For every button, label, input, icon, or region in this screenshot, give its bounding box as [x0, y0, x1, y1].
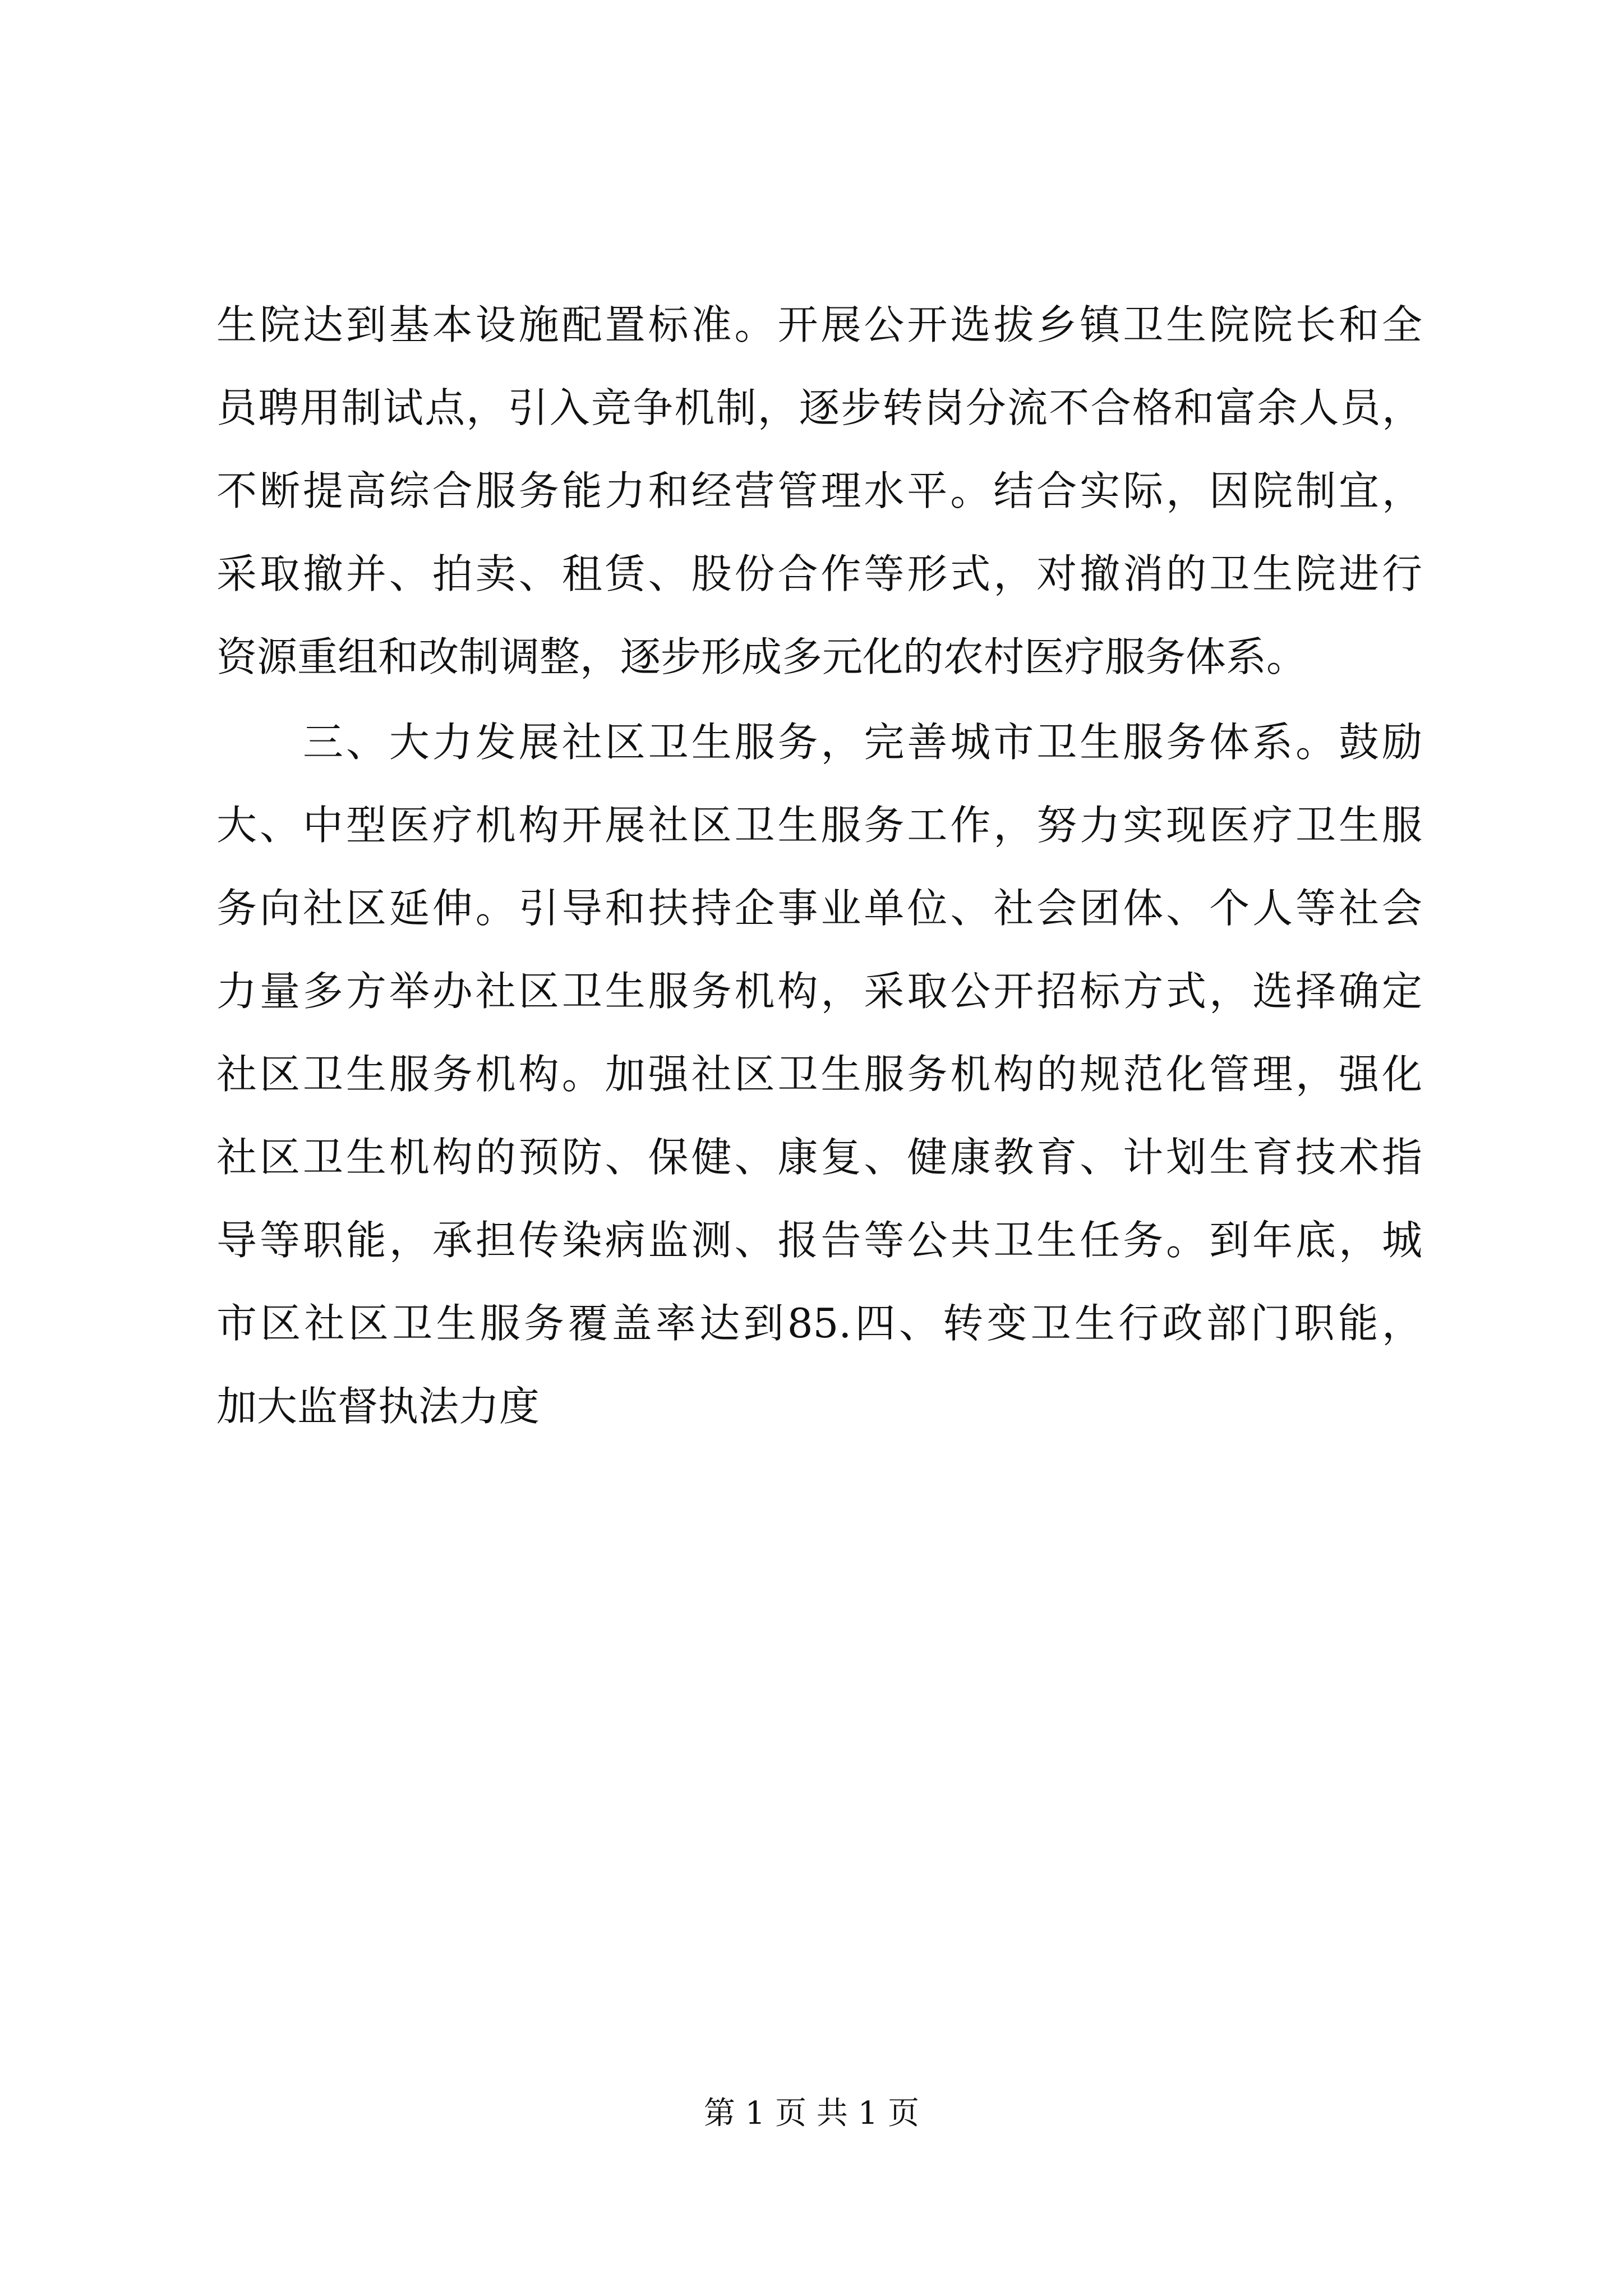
- text-line: 社区卫生服务机构。加强社区卫生服务机构的规范化管理，强化: [216, 1051, 1422, 1098]
- paragraph-2: [216, 701, 1422, 1448]
- text-line: 采取撤并、拍卖、租赁、股份合作等形式，对撤消的卫生院进行: [216, 550, 1422, 597]
- text-line: 三、大力发展社区卫生服务，完善城市卫生服务体系。鼓励: [303, 719, 1422, 766]
- text-line: 资源重组和改制调整，逐步形成多元化的农村医疗服务体系。: [216, 633, 1307, 680]
- text-line: 不断提高综合服务能力和经营管理水平。结合实际，因院制宜，: [216, 467, 1422, 514]
- document-body: [216, 283, 1422, 1448]
- text-line: 社区卫生机构的预防、保健、康复、健康教育、计划生育技术指: [216, 1134, 1422, 1181]
- text-line: 力量多方举办社区卫生服务机构，采取公开招标方式，选择确定: [216, 968, 1422, 1015]
- text-line: 务向社区延伸。引导和扶持企事业单位、社会团体、个人等社会: [216, 885, 1422, 932]
- text-line: 生院达到基本设施配置标准。开展公开选拔乡镇卫生院院长和全: [216, 301, 1422, 348]
- text-line: 导等职能，承担传染病监测、报告等公共卫生任务。到年底，城: [216, 1217, 1422, 1264]
- text-line: 市区社区卫生服务覆盖率达到85.四、转变卫生行政部门职能，: [216, 1300, 1422, 1347]
- text-line: 加大监督执法力度: [216, 1383, 540, 1430]
- paragraph-1: [216, 283, 1422, 698]
- page-footer: [0, 2091, 1623, 2136]
- text-line: 员聘用制试点，引入竞争机制，逐步转岗分流不合格和富余人员，: [216, 384, 1422, 431]
- text-line: 大、中型医疗机构开展社区卫生服务工作，努力实现医疗卫生服: [216, 802, 1422, 849]
- page-number-label: 第 1 页 共 1 页: [703, 2095, 920, 2132]
